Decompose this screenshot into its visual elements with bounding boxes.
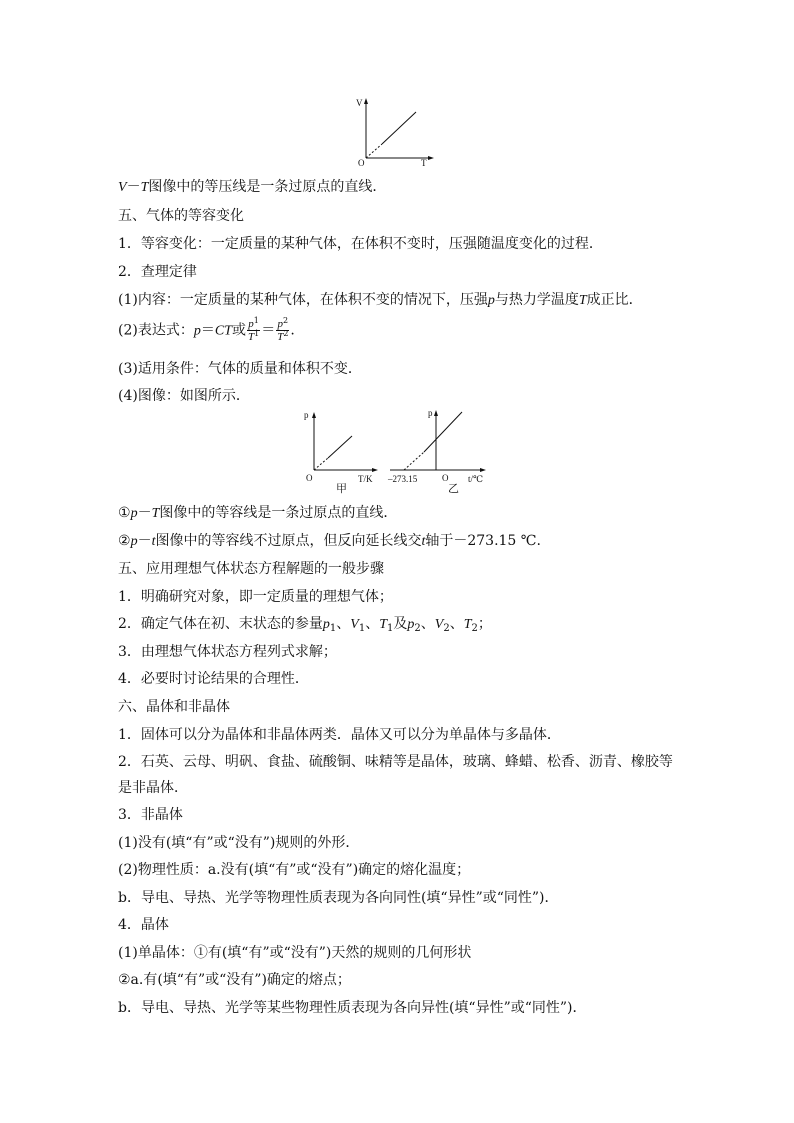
paragraph: (1)没有(填“有”或“没有”)规则的外形． [118, 835, 360, 851]
paragraph: 1．固体可以分为晶体和非晶体两类．晶体又可以分为单晶体与多晶体． [118, 727, 561, 743]
charles-law-formula: (2)表达式：p＝CT或 $\frac{p^1}{T^1}$ ＝ $\frac{p^2}{T^2}$ . [118, 316, 295, 343]
paragraph: (2)物理性质：a.没有(填“有”或“没有”)确定的熔化温度； [118, 862, 471, 878]
fraction-1: $\frac{p^1}{T^1}$ [247, 316, 260, 343]
pt-x-label: T/K [358, 474, 373, 484]
paragraph: ②p－t图像中的等容线不过原点，但反向延长线交t轴于－273.15 ℃. [118, 533, 541, 549]
pc-y-label: p [428, 408, 433, 418]
paragraph: 1．明确研究对象，即一定质量的理想气体； [118, 589, 393, 605]
vt-y-label: V [356, 98, 363, 108]
section-heading: 五、气体的等容变化 [118, 208, 244, 224]
paragraph: (1)单晶体：①有(填“有”或“没有”)天然的规则的几何形状 [118, 945, 472, 961]
paragraph: 2．确定气体在初、末状态的参量$p_1$、$V_1$、$T_1$及$p_2$、$V_2$、$T_2$； [118, 616, 492, 634]
fraction-2: $\frac{p^2}{T^2}$ [277, 316, 289, 343]
paragraph: (3)适用条件：气体的质量和体积不变． [118, 361, 362, 377]
paragraph: b．导电、导热、光学等物理性质表现为各向同性(填“异性”或“同性”)． [118, 890, 559, 906]
paragraph: 1．等容变化：一定质量的某种气体，在体积不变时，压强随温度变化的过程． [118, 236, 603, 252]
vt-origin-label: O [358, 158, 365, 168]
section-heading: 五、应用理想气体状态方程解题的一般步骤 [118, 561, 384, 577]
pt-caption: 甲 [336, 482, 347, 495]
paragraph: 4．晶体 [118, 917, 169, 933]
paragraph: ①p－T图像中的等容线是一条过原点的直线． [118, 505, 398, 521]
section-heading: 六、晶体和非晶体 [118, 699, 230, 715]
pc-intercept-label: –273.15 [388, 474, 418, 484]
pc-origin-label: O [442, 473, 449, 483]
paragraph: 3．非晶体 [118, 807, 183, 823]
pt-y-label: p [304, 410, 309, 420]
paragraph: (1)内容：一定质量的某种气体，在体积不变的情况下，压强p与热力学温度T成正比． [118, 292, 643, 308]
pt-graph [296, 408, 382, 496]
pc-caption: 乙 [448, 482, 459, 495]
pc-graph [386, 406, 490, 496]
paragraph: b．导电、导热、光学等某些物理性质表现为各向异性(填“异性”或“同性”)． [118, 1000, 587, 1016]
vt-graph [352, 96, 436, 168]
vt-x-label: T [421, 158, 427, 168]
paragraph: (4)图像：如图所示． [118, 388, 250, 404]
paragraph: ②a.有(填“有”或“没有”)确定的熔点； [118, 972, 351, 988]
vt-description: V－T图像中的等压线是一条过原点的直线． [118, 179, 387, 195]
paragraph: 2．石英、云母、明矾、食盐、硫酸铜、味精等是晶体，玻璃、蜂蜡、松香、沥青、橡胶等 [118, 754, 673, 770]
pt-origin-label: O [306, 473, 313, 483]
paragraph: 4．必要时讨论结果的合理性． [118, 671, 309, 687]
paragraph: 3．由理想气体状态方程列式求解； [118, 644, 337, 660]
pc-x-label: t/℃ [468, 474, 484, 484]
paragraph: 是非晶体． [118, 780, 188, 796]
paragraph: 2．查理定律 [118, 264, 197, 280]
